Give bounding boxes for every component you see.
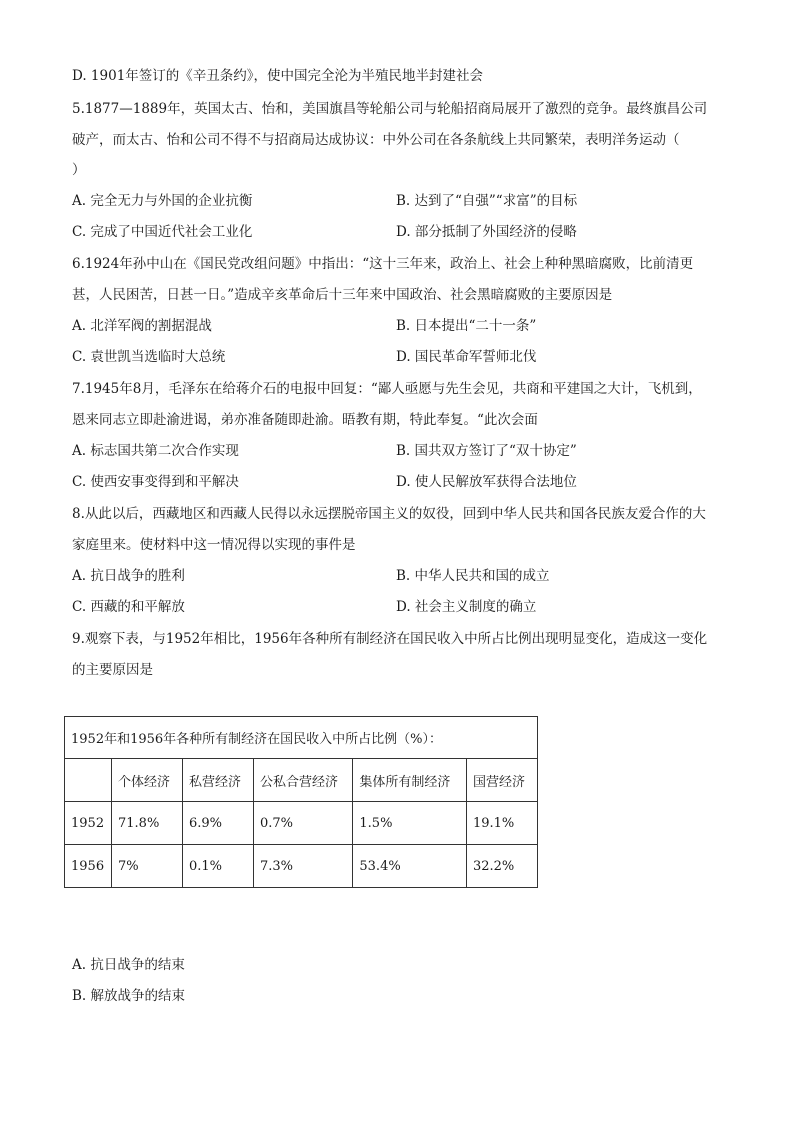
- question-6-option-a: A. 北洋军阀的割据混战: [72, 318, 212, 334]
- question-8-option-d: D. 社会主义制度的确立: [396, 599, 537, 615]
- question-8-option-a: A. 抗日战争的胜利: [72, 568, 185, 584]
- question-6-line-1: 6.1924年孙中山在《国民党改组问题》中指出：“这十三年来，政治上、社会上种种黑暗腐败，比前清更: [72, 256, 694, 272]
- table-header-cell: 公私合营经济: [254, 759, 353, 802]
- table-cell: 1956: [65, 845, 112, 888]
- question-5-option-c: C. 完成了中国近代社会工业化: [72, 224, 253, 240]
- question-7-option-c: C. 使西安事变得到和平解决: [72, 474, 239, 490]
- table-header-cell: 私营经济: [183, 759, 254, 802]
- table-header-row: [65, 759, 538, 802]
- question-6-option-b: B. 日本提出“二十一条”: [396, 318, 537, 334]
- table-cell: 0.1%: [183, 845, 254, 888]
- table-cell: 53.4%: [353, 845, 467, 888]
- option-1-d: D. 1901年签订的《辛丑条约》，使中国完全沦为半殖民地半封建社会: [72, 68, 484, 84]
- question-9-line-1: 9.观察下表，与1952年相比，1956年各种所有制经济在国民收入中所占比例出现明显变化，造成这一变化: [72, 631, 708, 647]
- question-5-line-3: ）: [72, 162, 86, 178]
- question-7-option-d: D. 使人民解放军获得合法地位: [396, 474, 577, 490]
- table-cell: 6.9%: [183, 802, 254, 845]
- table-header-cell: 国营经济: [466, 759, 537, 802]
- question-9-line-2: 的主要原因是: [72, 662, 153, 678]
- question-5-line-1: 5.1877—1889年，英国太古、怡和，美国旗昌等轮船公司与轮船招商局展开了激烈的竞争。最终旗昌公司: [72, 101, 708, 117]
- table-cell: 7.3%: [254, 845, 353, 888]
- question-6-line-2: 甚，人民困苦，日甚一日。”造成辛亥革命后十三年来中国政治、社会黑暗腐败的主要原因是: [72, 287, 613, 303]
- question-9-option-b: B. 解放战争的结束: [72, 988, 186, 1004]
- question-7-line-1: 7.1945年8月，毛泽东在给蒋介石的电报中回复：“鄙人亟愿与先生会见，共商和平建国之大计，飞机到，: [72, 381, 702, 397]
- table-header-cell: 个体经济: [112, 759, 183, 802]
- question-8-option-b: B. 中华人民共和国的成立: [396, 568, 550, 584]
- question-8-line-1: 8.从此以后，西藏地区和西藏人民得以永远摆脱帝国主义的奴役，回到中华人民共和国各民族友爱合作的大: [72, 506, 706, 522]
- table-caption: 1952年和1956年各种所有制经济在国民收入中所占比例（%）：: [65, 717, 538, 759]
- question-7-option-a: A. 标志国共第二次合作实现: [72, 443, 239, 459]
- question-5-line-2: 破产，而太古、怡和公司不得不与招商局达成协议：中外公司在各条航线上共同繁荣，表明洋务运动（: [72, 132, 680, 148]
- question-6-option-c: C. 袁世凯当选临时大总统: [72, 349, 226, 365]
- ownership-ratio-table: [64, 716, 538, 888]
- question-5-option-a: A. 完全无力与外国的企业抗衡: [72, 193, 253, 209]
- question-8-line-2: 家庭里来。使材料中这一情况得以实现的事件是: [72, 537, 356, 553]
- question-6-option-d: D. 国民革命军誓师北伐: [396, 349, 537, 365]
- table-cell: 19.1%: [466, 802, 537, 845]
- table-cell: 7%: [112, 845, 183, 888]
- question-8-option-c: C. 西藏的和平解放: [72, 599, 185, 615]
- question-5-option-d: D. 部分抵制了外国经济的侵略: [396, 224, 577, 240]
- question-7-option-b: B. 国共双方签订了“双十协定”: [396, 443, 577, 459]
- table-cell: 0.7%: [254, 802, 353, 845]
- table-header-cell: [65, 759, 112, 802]
- table-header-cell: 集体所有制经济: [353, 759, 467, 802]
- question-9-option-a: A. 抗日战争的结束: [72, 957, 185, 973]
- question-7-line-2: 恩来同志立即赴渝进谒，弟亦准备随即赴渝。晤教有期，特此奉复。“此次会面: [72, 412, 538, 428]
- table-row: [65, 802, 538, 845]
- question-5-option-b: B. 达到了“自强”“求富”的目标: [396, 193, 578, 209]
- table-cell: 1952: [65, 802, 112, 845]
- table-cell: 32.2%: [466, 845, 537, 888]
- table-cell: 1.5%: [353, 802, 467, 845]
- table-cell: 71.8%: [112, 802, 183, 845]
- table-row: [65, 845, 538, 888]
